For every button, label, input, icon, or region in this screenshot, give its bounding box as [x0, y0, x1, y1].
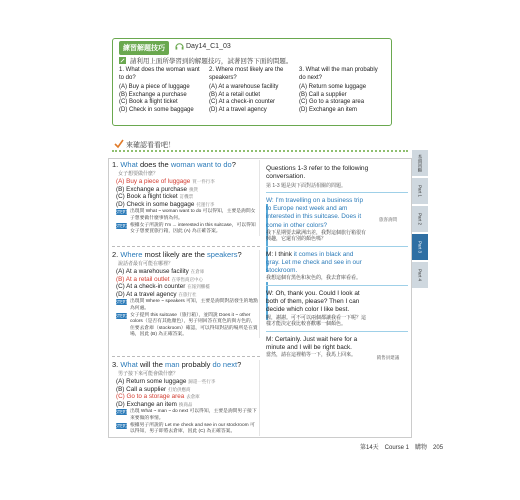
step-icon [116, 313, 127, 319]
step-icon-label: STEP2 [115, 313, 128, 319]
question-title [112, 160, 259, 169]
tab-review[interactable]: 本週回顧 [412, 150, 428, 176]
option-text: (C) Go to a storage area [116, 393, 185, 401]
option-annotation: 在報到櫃檯 [187, 284, 210, 290]
option-annotation: 在零售商店中心 [171, 276, 204, 282]
practice-question-2 [209, 67, 299, 125]
practice-question-title: 3. What will the man probably do next? [299, 67, 378, 81]
pencil-icon [119, 57, 126, 64]
side-note: 旅客詢問 [379, 217, 397, 222]
audio-track[interactable] [175, 42, 231, 50]
option-text: (A) At a warehouse facility [116, 268, 189, 275]
title-part: 3. [112, 360, 121, 369]
step-icon [116, 423, 127, 429]
option-d[interactable] [116, 201, 259, 209]
option-annotation: 在旅行社 [178, 291, 197, 297]
line-text: M: I think [266, 250, 294, 258]
conversation-panel [266, 165, 408, 435]
title-keyword: woman want to do [170, 160, 232, 169]
conversation-translation: 我下星期要去歐洲出差，我對這個旅行箱很有興趣，它還有別的顏色嗎？ [266, 229, 367, 243]
conversation-translation: 當然，請在這裡稍等一下，我馬上回來。 [266, 351, 357, 358]
line-keyword: it comes in black and gray. Let me check and see in our stockroom. [266, 250, 362, 275]
title-part: 1. [112, 160, 121, 169]
title-keyword: Where [120, 250, 143, 259]
conversation-line-w2 [266, 290, 408, 315]
option-text: (B) Call a supplier [116, 385, 167, 393]
practice-option[interactable]: (B) At a retail outlet [209, 91, 261, 98]
option-a[interactable] [116, 268, 259, 276]
option-b[interactable] [116, 276, 259, 284]
answer-explanations [112, 160, 260, 436]
tab-part-3[interactable]: Part 3 [412, 234, 428, 260]
side-note: 銷售員建議 [376, 355, 400, 360]
explanation-step-2 [116, 313, 259, 338]
conversation-intro-translation: 第 1-3 題是與下面對話相關的問題。 [266, 183, 347, 189]
explanation-step-1 [116, 209, 259, 222]
step-icon [116, 299, 127, 305]
option-text: (A) Return some luggage [116, 378, 187, 385]
conversation-line-w1 [266, 197, 408, 230]
explanation-text: 出現 What ~ man ~ do next 可以得知，主要是詢問男子接下來要做的事情。 [130, 409, 257, 421]
title-keyword: What [120, 360, 138, 369]
title-part: ? [231, 160, 236, 169]
practice-question-1 [119, 67, 209, 125]
divider [266, 285, 408, 286]
conversation-line-m1 [266, 251, 408, 276]
divider [266, 246, 408, 247]
explanation-step-2 [116, 423, 259, 436]
step-icon [116, 409, 127, 415]
title-keyword: What [120, 160, 138, 169]
practice-option[interactable]: (C) Go to a storage area [299, 99, 365, 105]
title-part: 2. [112, 250, 121, 259]
conversation-translation: 我想這個有黑色和灰色的，我去倉庫看看。 [266, 275, 362, 282]
title-part: most likely are the [142, 250, 208, 259]
divider [112, 246, 260, 247]
option-c[interactable] [116, 393, 259, 401]
option-a[interactable] [116, 178, 259, 186]
title-keyword: do next [212, 360, 238, 369]
step-icon-label: STEP2 [115, 223, 128, 229]
option-text: (A) Buy a piece of luggage [116, 178, 191, 185]
practice-question-title: 2. Where most likely are the speakers? [209, 67, 284, 81]
option-text: (C) Book a flight ticket [116, 193, 178, 201]
option-c[interactable] [116, 193, 259, 201]
step-icon [116, 223, 127, 229]
divider [266, 192, 408, 193]
section-tabs [412, 150, 428, 290]
explanation-step-1 [116, 409, 259, 422]
title-part: will the [137, 360, 165, 369]
option-annotation: 歸還一些行李 [188, 379, 216, 384]
practice-option[interactable]: (D) Check in some baggage [119, 106, 194, 113]
question-translation: 女子想要做什麼？ [118, 171, 159, 177]
title-part: ? [237, 360, 242, 369]
practice-header [113, 39, 393, 53]
explanation-text: 根據男子所說的 Let me check and see in our stockroom 可以得知，男子即將去倉庫，因此 (C) 為正確答案。 [130, 422, 255, 435]
option-annotation: 換商品 [178, 401, 193, 407]
explanation-text: 女子提到 this suitcase（旅行箱），並問說 Does it ~ other colors（是否有其他顏色），男子則回答在寬色的與方色的，住要去倉庫（stockroom）確認，可以得知對話的場所是在賣場，因此 (B) 為正確答案。 [130, 312, 258, 337]
title-keyword: man [164, 360, 180, 369]
practice-box [112, 38, 392, 126]
explanation-text: 出現問 Where ~ speakers 可知，主要是詢問對話發生的地點為何處。 [130, 299, 259, 311]
divider [112, 356, 260, 357]
divider [266, 331, 408, 332]
practice-option[interactable]: (A) At a warehouse facility [209, 84, 279, 90]
question-translation: 男子接下來可能會做什麼？ [118, 371, 179, 377]
option-text: (B) Exchange a purchase [116, 185, 188, 193]
question-title [112, 250, 259, 259]
option-annotation: 換貨 [189, 186, 199, 192]
option-annotation: 訂機票 [179, 194, 194, 200]
step-icon-label: STEP1 [115, 299, 128, 305]
option-d[interactable] [116, 401, 259, 409]
practice-question-title: 1. What does the woman want to do? [119, 67, 200, 81]
option-d[interactable] [116, 291, 259, 299]
option-text: (C) At a check-in counter [116, 283, 186, 291]
practice-option[interactable]: (A) Buy a piece of luggage [119, 84, 190, 90]
option-annotation: 在倉庫 [190, 269, 205, 274]
audio-track-label: Day14_C1_03 [186, 42, 231, 50]
practice-option[interactable]: (D) Exchange an item [299, 106, 358, 113]
step-icon-label: STEP2 [115, 423, 128, 429]
option-text: (B) At a retail outlet [116, 275, 170, 283]
line-text: W: Oh, thank you. Could I look at both of them, please? Then I can decide which color I like best. [266, 289, 360, 314]
option-annotation: 打給供應商 [168, 386, 191, 392]
practice-question-3 [299, 67, 389, 125]
tab-part-2[interactable]: Part 2 [412, 206, 428, 232]
question-title [112, 360, 259, 369]
practice-option[interactable]: (C) At a check-in counter [209, 99, 276, 105]
practice-tag: 練習解題技巧 [119, 41, 169, 55]
conversation-intro: Questions 1-3 refer to the following conversation. [266, 165, 369, 180]
option-b[interactable] [116, 186, 259, 194]
explanation-step-1 [116, 299, 259, 312]
option-annotation: 去倉庫 [186, 394, 200, 400]
option-c[interactable] [116, 283, 259, 291]
title-part: does the [137, 160, 171, 169]
practice-option[interactable]: (B) Exchange a purchase [119, 91, 187, 98]
practice-instruction [119, 56, 292, 65]
line-text: M: Certainly. Just wait here for a minute and I will be right back. [266, 335, 358, 351]
title-part: probably [179, 360, 213, 369]
practice-option[interactable]: (D) At a travel agency [209, 106, 267, 113]
option-text: (D) At a travel agency [116, 290, 177, 298]
step-icon-label: STEP1 [115, 409, 128, 415]
tab-part-4[interactable]: Part 4 [412, 262, 428, 288]
step-icon-label: STEP1 [115, 209, 128, 215]
option-annotation: 買一件行李 [192, 179, 215, 184]
option-b[interactable] [116, 386, 259, 394]
practice-option[interactable]: (C) Book a flight ticket [119, 99, 178, 105]
practice-option[interactable]: (A) Return some luggage [299, 84, 367, 90]
practice-questions [119, 67, 389, 125]
option-annotation: 托運行李 [196, 201, 215, 207]
practice-option[interactable]: (B) Call a supplier [299, 91, 347, 98]
headphone-icon [175, 42, 184, 50]
title-keyword: speakers [207, 250, 238, 259]
explanation-text: 出現問 What ~ woman want to do 可以得知，主要是詢問女子想要做什麼事情為何。 [130, 209, 256, 221]
tab-part-1[interactable]: Part 1 [412, 178, 428, 204]
option-a[interactable] [116, 378, 259, 386]
page-footer: 第14天 Course 1 購物 205 [360, 445, 444, 451]
instruction-text: 請利用上面所學習到的解題技巧，試著回答下面的問題。 [129, 58, 293, 65]
conversation-line-m2 [266, 336, 408, 352]
title-part: ? [237, 250, 242, 259]
option-text: (D) Check in some baggage [116, 200, 195, 208]
question-translation: 說話者最有可能在哪裡？ [118, 261, 174, 267]
option-text: (D) Exchange an item [116, 400, 177, 408]
line-text: W: I'm travelling on a business trip to Europe next week and am interested in this suitcase. Does it come in other colors? [266, 197, 364, 229]
conversation-translation: 喔，謝謝。可不可以兩個都讓我看一下呢？這樣才能決定我比較喜歡哪一個顏色。 [266, 314, 367, 328]
answer-question-3 [112, 360, 260, 436]
step-icon [116, 209, 127, 215]
answer-question-1 [112, 160, 260, 236]
explanation-text: 根據女子所說的 I'm ... interested in this suitcase，可以得知女子想要買旅行箱，因此 (A) 為正確答案。 [130, 222, 256, 235]
check-section-title: 來確認看看吧！ [126, 142, 175, 149]
answer-question-2 [112, 250, 260, 338]
checkmark-icon [114, 139, 124, 149]
explanation-step-2 [116, 223, 259, 236]
check-section-header [112, 138, 408, 152]
